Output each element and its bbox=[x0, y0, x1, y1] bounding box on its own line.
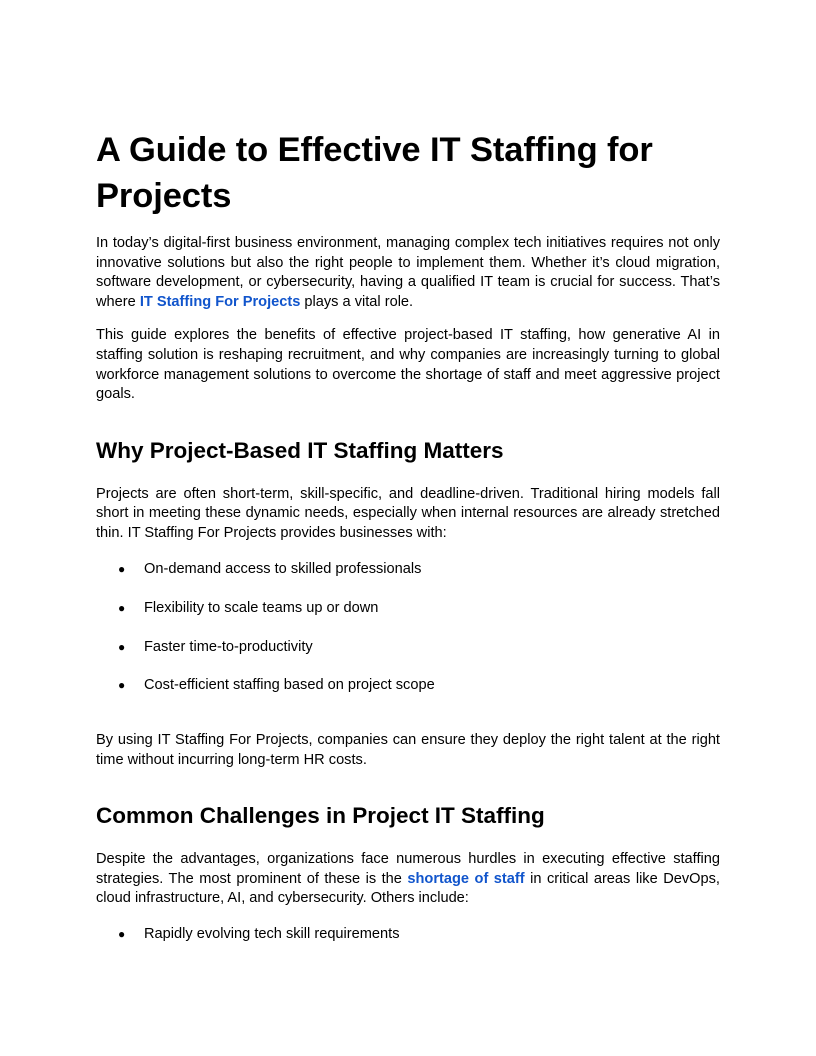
intro-text-before: In today’s digital-first business environment, managing complex tech initiatives requires not only innovative solutions but also the right people to implement them. Whether it’s cloud migration, software development, or cybersecurity, having a qualified IT team is crucial for success. That’s where bbox=[96, 235, 720, 310]
list-item bbox=[96, 925, 720, 945]
document-page bbox=[96, 127, 720, 964]
bullet-icon: ● bbox=[118, 600, 126, 615]
section-why-closing: By using IT Staffing For Projects, companies can ensure they deploy the right talent at the right time without incurring long-term HR costs. bbox=[96, 732, 720, 768]
bullet-icon: ● bbox=[118, 561, 126, 576]
benefits-list bbox=[96, 560, 720, 697]
section-heading-why: Why Project-Based IT Staffing Matters bbox=[96, 437, 504, 463]
bullet-icon: ● bbox=[118, 927, 126, 942]
list-item-text: On-demand access to skilled professionals bbox=[144, 560, 422, 577]
challenges-text-after: in critical areas like DevOps, cloud infrastructure, AI, and cybersecurity. Others include: bbox=[96, 870, 720, 907]
list-item bbox=[96, 638, 720, 658]
list-item bbox=[96, 560, 720, 580]
bullet-icon: ● bbox=[118, 639, 126, 654]
intro-text-after: plays a vital role. bbox=[300, 293, 414, 310]
list-item-text: Flexibility to scale teams up or down bbox=[144, 599, 379, 616]
section-why-paragraph: Projects are often short-term, skill-specific, and deadline-driven. Traditional hiring models fall short in meeting these dynamic needs, especially when internal resources are already stretched thin. IT Staffing For Projects provides businesses with: bbox=[96, 485, 720, 541]
list-item-text: Faster time-to-productivity bbox=[144, 638, 313, 655]
it-staffing-link[interactable]: IT Staffing For Projects bbox=[139, 293, 301, 310]
list-item bbox=[96, 599, 720, 619]
guide-paragraph: This guide explores the benefits of effective project-based IT staffing, how generative AI in staffing solution is reshaping recruitment, and why companies are increasingly turning to global workforce management solutions to overcome the shortage of staff and meet aggressive project goals. bbox=[96, 327, 720, 403]
section-challenges-paragraph bbox=[96, 850, 720, 909]
document-title: A Guide to Effective IT Staffing for Projects bbox=[96, 131, 653, 215]
intro-paragraph bbox=[96, 234, 720, 312]
bullet-icon: ● bbox=[118, 678, 126, 693]
section-heading-challenges: Common Challenges in Project IT Staffing bbox=[96, 803, 545, 829]
shortage-of-staff-link[interactable]: shortage of staff bbox=[407, 870, 525, 887]
list-item bbox=[96, 676, 720, 696]
challenges-text-before: Despite the advantages, organizations face numerous hurdles in executing effective staffing strategies. The most prominent of these is the bbox=[96, 851, 720, 887]
challenges-list bbox=[96, 925, 720, 945]
list-item-text: Cost-efficient staffing based on project scope bbox=[144, 677, 435, 694]
list-item-text: Rapidly evolving tech skill requirements bbox=[144, 926, 400, 943]
